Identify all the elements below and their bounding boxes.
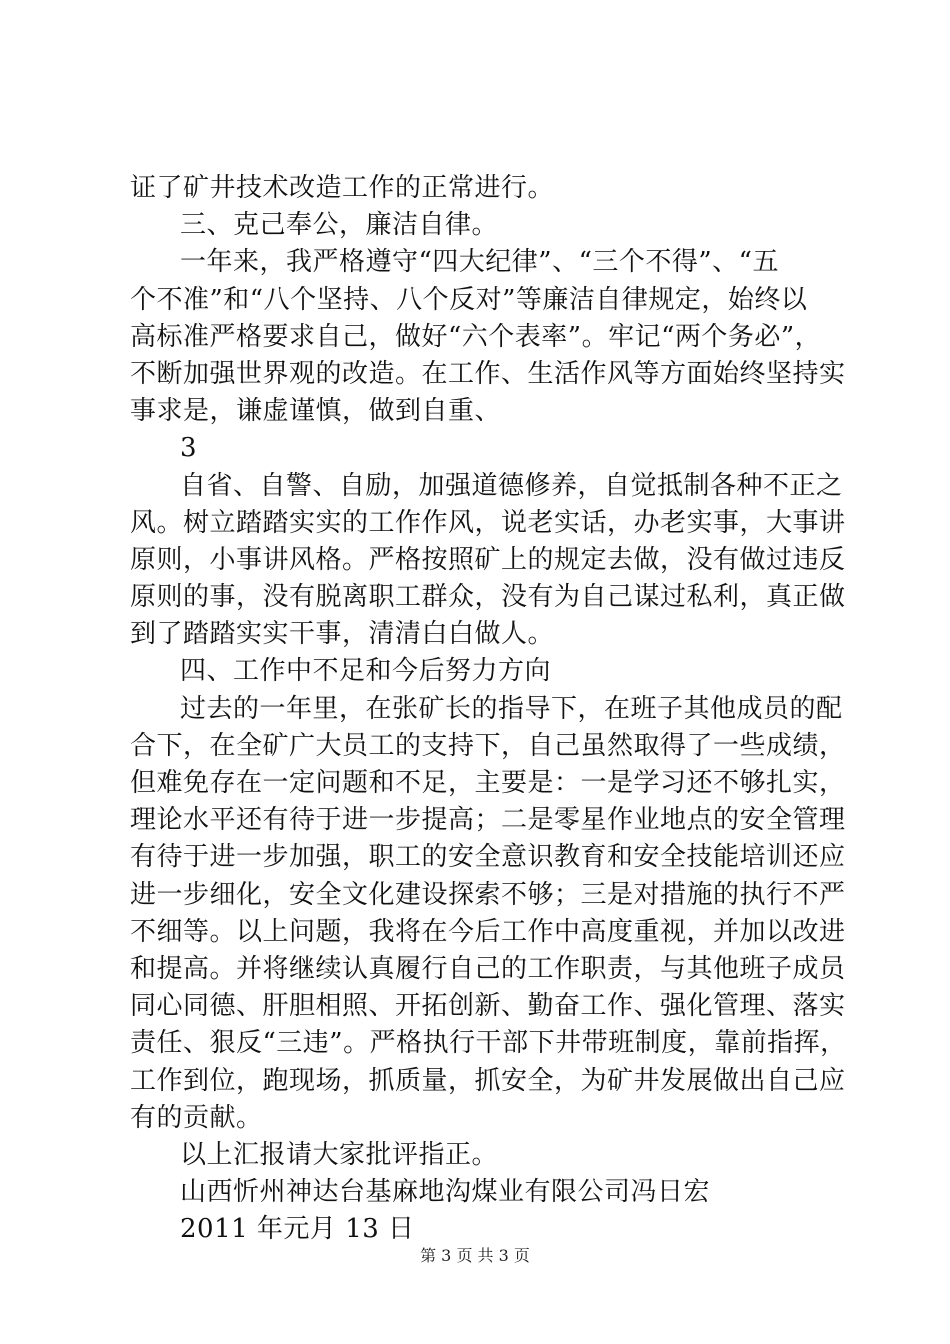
text-line: 和提高。并将继续认真履行自己的工作职责，与其他班子成员 [130, 953, 846, 984]
text-line: 事求是，谦虚谨慎，做到自重、 [130, 396, 502, 427]
text-line: 不断加强世界观的改造。在工作、生活作风等方面始终坚持实 [130, 358, 846, 389]
text-line: 有待于进一步加强，职工的安全意识教育和安全技能培训还应 [130, 842, 846, 873]
text-line: 工作到位，跑现场，抓质量，抓安全，为矿井发展做出自己应 [130, 1065, 846, 1096]
text-line: 证了矿井技术改造工作的正常进行。 [130, 173, 555, 203]
text-line: 但难免存在一定问题和不足，主要是：一是学习还不够扎实， [130, 768, 846, 798]
text-line: 以上汇报请大家批评指正。 [180, 1139, 499, 1170]
text-line: 到了踏踏实实干事，清清白白做人。 [130, 619, 555, 650]
text-line: 2011 年元月 13 日 [180, 1214, 415, 1245]
text-line: 风。树立踏踏实实的工作作风，说老实话，办老实事，大事讲 [130, 507, 846, 538]
text-line: 同心同德、肝胆相照、开拓创新、勤奋工作、强化管理、落实 [130, 991, 846, 1022]
text-line: 责任、狠反“三违”。严格执行干部下井带班制度，靠前指挥， [130, 1028, 847, 1059]
text-line: 原则，小事讲风格。严格按照矿上的规定去做，没有做过违反 [130, 544, 846, 575]
document-body [130, 170, 850, 1248]
text-line: 3 [180, 433, 198, 464]
text-line: 三、克己奉公，廉洁自律。 [180, 210, 499, 241]
text-line: 自省、自警、自励，加强道德修养，自觉抵制各种不正之 [180, 470, 843, 501]
text-line: 理论水平还有待于进一步提高；二是零星作业地点的安全管理 [130, 805, 846, 836]
text-line: 合下，在全矿广大员工的支持下，自己虽然取得了一些成绩， [130, 730, 846, 761]
text-line: 有的贡献。 [130, 1102, 263, 1133]
text-line: 不细等。以上问题，我将在今后工作中高度重视，并加以改进 [130, 916, 846, 947]
text-line: 个不准”和“八个坚持、八个反对”等廉洁自律规定，始终以 [130, 284, 808, 315]
text-line: 四、工作中不足和今后努力方向 [180, 656, 552, 687]
text-line: 原则的事，没有脱离职工群众，没有为自己谋过私利，真正做 [130, 582, 846, 613]
text-line: 一年来，我严格遵守“四大纪律”、“三个不得”、“五 [180, 247, 779, 278]
page-footer: 第 3 页 共 3 页 [420, 1246, 530, 1265]
text-line: 进一步细化，安全文化建设探索不够；三是对措施的执行不严 [130, 879, 846, 910]
text-line: 过去的一年里，在张矿长的指导下，在班子其他成员的配 [180, 693, 843, 724]
text-line: 高标准严格要求自己，做好“六个表率”。牢记“两个务必”， [130, 321, 822, 352]
text-line: 山西忻州神达台基麻地沟煤业有限公司冯日宏 [180, 1177, 711, 1208]
